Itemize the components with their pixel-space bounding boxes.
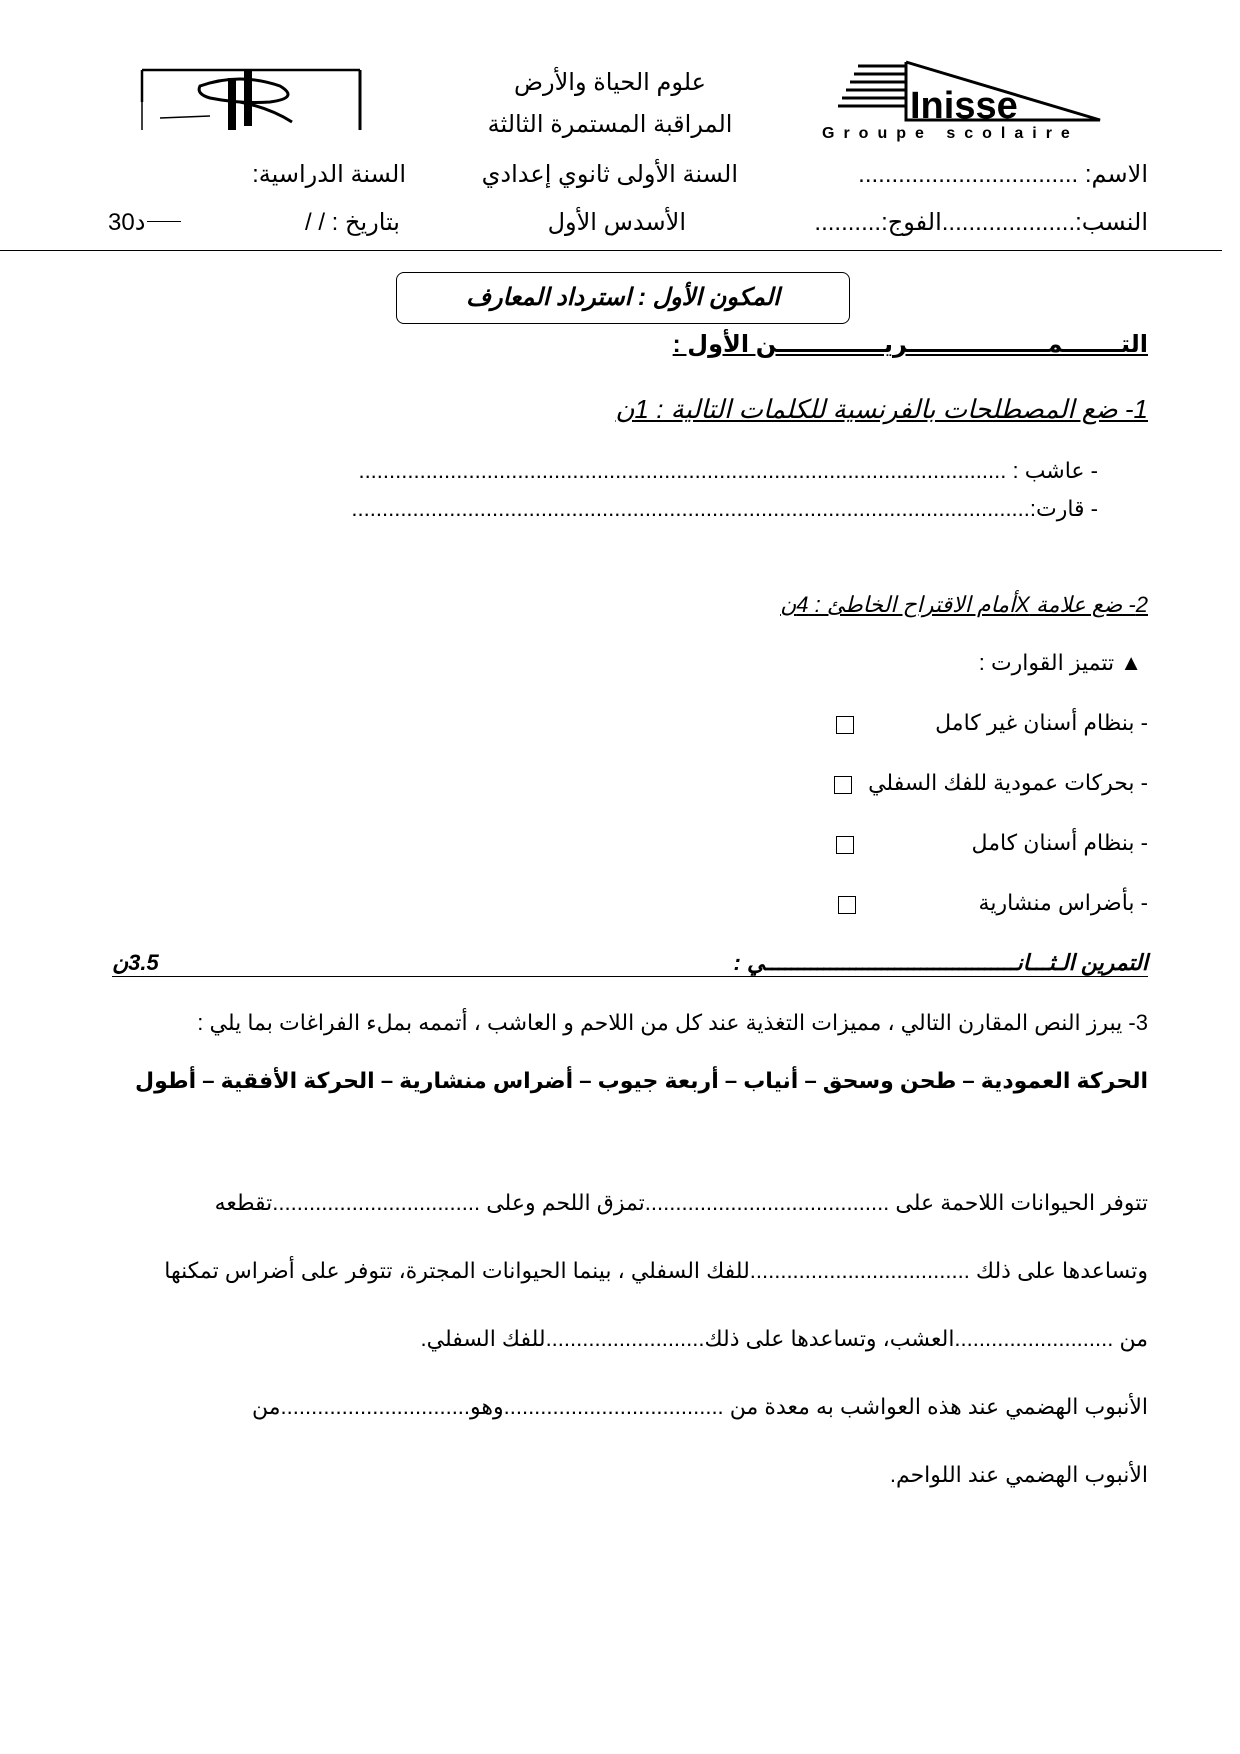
paragraph-line: من ..........................العشب، وتساعدها على ذلك..........................للفك السفلي. — [420, 1326, 1148, 1351]
q2-option: - بنظام أسنان غير كامل — [935, 710, 1148, 735]
q2-option: - بحركات عمودية للفك السفلي — [868, 770, 1148, 795]
q2-option-checkbox[interactable] — [836, 716, 854, 734]
subject-title: علوم الحياة والأرض — [513, 69, 706, 96]
paragraph-line: وتساعدها على ذلك ....................................للفك السفلي ، بينما الحيوانات المجترة، تتوفر على أضراس تمكنها — [164, 1258, 1148, 1283]
duration-label — [108, 208, 181, 237]
exercise2-title: التمرين الـثـــانـــــــــــــــــــــــــــــــــــــــي : — [733, 950, 1148, 975]
semester-label: الأسدس الأول — [547, 209, 686, 236]
q2-option-checkbox[interactable] — [834, 776, 852, 794]
exercise2-title-rule — [112, 976, 1148, 977]
q1-title: 1- ضع المصطلحات بالفرنسية للكلمات التالية : 1ن — [615, 394, 1148, 424]
component-title-box — [396, 272, 850, 324]
exam-title: المراقبة المستمرة الثالثة — [487, 111, 733, 138]
level-label: السنة الأولى ثانوي إعدادي — [481, 161, 738, 188]
q2-stem: ▲ تتميز القوارت : — [978, 650, 1142, 675]
school-year-label: السنة الدراسية: — [252, 161, 406, 188]
header-divider — [0, 250, 1222, 251]
paragraph-line: تتوفر الحيوانات اللاحمة على ........................................تمزق اللحم وعلى ..................................تقطعه — [214, 1190, 1148, 1215]
q2-title: 2- ضع علامة Xأمام الاقتراح الخاطئ : 4ن — [780, 592, 1148, 617]
logo-brand-text: Inisse — [910, 85, 1018, 127]
q3-intro: 3- يبرز النص المقارن التالي ، مميزات التغذية عند كل من اللاحم و العاشب ، أتممه بملء الفراغات بما يلي : — [197, 1010, 1148, 1035]
exercise2-points: 3.5ن — [112, 950, 159, 975]
q2-option-checkbox[interactable] — [838, 896, 856, 914]
word-bank: الحركة العمودية – طحن وسحق – أنياب – أربعة جيوب – أضراس منشارية – الحركة الأفقية – أطول — [135, 1068, 1148, 1093]
q2-option-checkbox[interactable] — [836, 836, 854, 854]
duration-value: 30د — [108, 209, 146, 236]
component-title: المكون الأول : استرداد المعارف — [466, 284, 780, 311]
lastname-group-field: النسب:....................الفوج:.......... — [814, 209, 1148, 236]
q1-item: - عاشب : .......................................................................................................... — [358, 458, 1098, 483]
q1-item: - قارت:............................................................................................................... — [351, 496, 1098, 521]
q2-option: - بأضراس منشارية — [978, 890, 1148, 915]
paragraph-line: الأنبوب الهضمي عند هذه العواشب به معدة من ....................................وهو...............................من — [252, 1394, 1148, 1419]
paragraph-line: الأنبوب الهضمي عند اللواحم. — [889, 1462, 1148, 1487]
logo-brand-subtext: Groupe scolaire — [822, 125, 1079, 142]
emblem-logo — [140, 68, 362, 138]
name-field: الاسم: ................................. — [858, 161, 1148, 188]
date-field: بتاريخ : / / — [304, 209, 400, 236]
q2-option: - بنظام أسنان كامل — [971, 830, 1148, 855]
school-logo — [818, 58, 1108, 148]
logo-stripes — [838, 66, 906, 106]
exercise1-title: التـــــــمـــــــــــــــــريـــــــــــــن الأول : — [672, 331, 1148, 358]
